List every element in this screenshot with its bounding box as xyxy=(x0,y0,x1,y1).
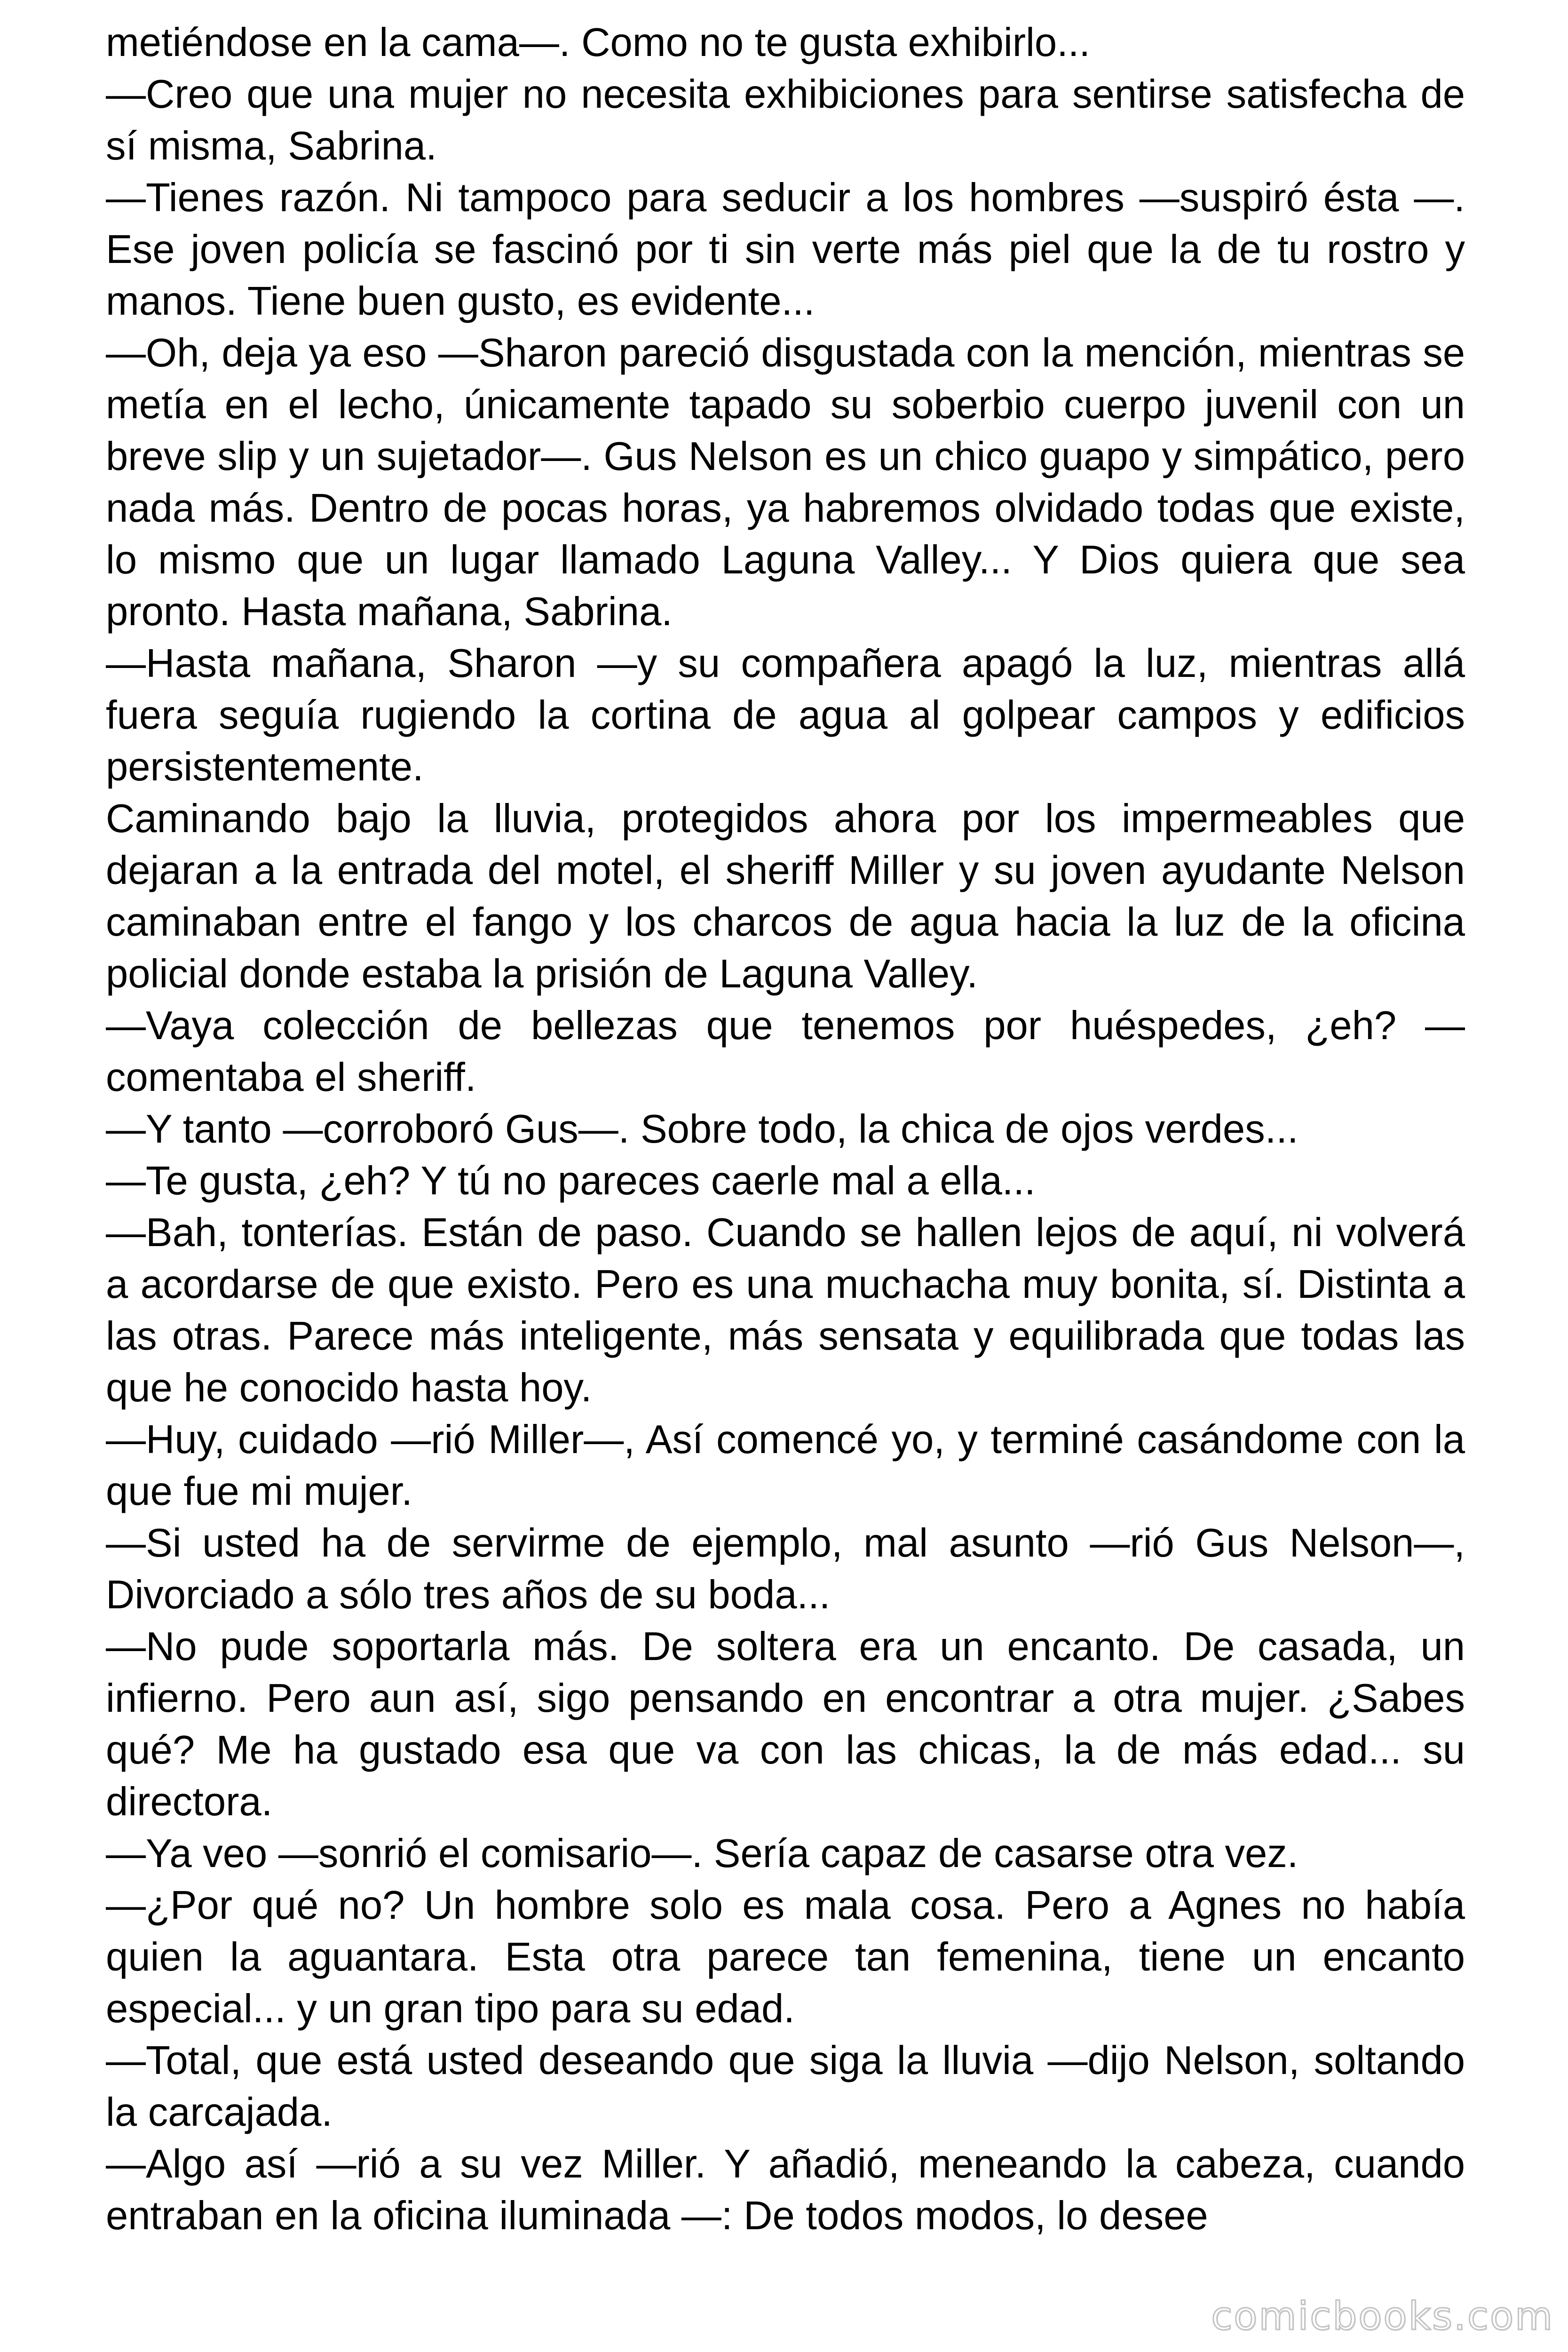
paragraph: —Bah, tonterías. Están de paso. Cuando se hallen lejos de aquí, ni volverá a acordarse de que existo. Pero es una muchacha muy bonita, sí. Distinta a las otras. Parece más inteligente, más sensata y equilibrada que todas las que he conocido hasta hoy. xyxy=(106,1210,1465,1410)
paragraph: —Oh, deja ya eso —Sharon pareció disgustada con la mención, mientras se metía en el lecho, únicamente tapado su soberbio cuerpo juvenil con un breve slip y un sujetador—. Gus Nelson es un chico guapo y simpático, pero nada más. Dentro de pocas horas, ya habremos olvidado todas que existe, lo mismo que un lugar llamado Laguna Valley... Y Dios quiera que sea pronto. Hasta mañana, Sabrina. xyxy=(106,331,1465,634)
paragraph: —Tienes razón. Ni tampoco para seducir a los hombres —suspiró ésta —. Ese joven policía se fascinó por ti sin verte más piel que la de tu rostro y manos. Tiene buen gusto, es evidente... xyxy=(106,175,1465,324)
paragraph: metiéndose en la cama—. Como no te gusta exhibirlo... xyxy=(106,20,1091,65)
paragraph: —Creo que una mujer no necesita exhibiciones para sentirse satisfecha de sí misma, Sabrina. xyxy=(106,72,1465,168)
paragraph: —Si usted ha de servirme de ejemplo, mal asunto —rió Gus Nelson—, Divorciado a sólo tres años de su boda... xyxy=(106,1521,1465,1617)
paragraph: —Algo así —rió a su vez Miller. Y añadió, meneando la cabeza, cuando entraban en la oficina iluminada —: De todos modos, lo desee xyxy=(106,2142,1465,2238)
paragraph: —Hasta mañana, Sharon —y su compañera apagó la luz, mientras allá fuera seguía rugiendo la cortina de agua al golpear campos y edificios persistentemente. xyxy=(106,641,1465,789)
book-page xyxy=(106,17,1465,2331)
paragraph: —Vaya colección de bellezas que tenemos por huéspedes, ¿eh? —comentaba el sheriff. xyxy=(106,1003,1465,1100)
paragraph: —No pude soportarla más. De soltera era un encanto. De casada, un infierno. Pero aun así, sigo pensando en encontrar a otra mujer. ¿Sabes qué? Me ha gustado esa que va con las chicas, la de más edad... su directora. xyxy=(106,1624,1465,1824)
paragraph: —Y tanto —corroboró Gus—. Sobre todo, la chica de ojos verdes... xyxy=(106,1107,1299,1152)
paragraph: —¿Por qué no? Un hombre solo es mala cosa. Pero a Agnes no había quien la aguantara. Esta otra parece tan femenina, tiene un encanto especial... y un gran tipo para su edad. xyxy=(106,1883,1465,2031)
paragraph: —Ya veo —sonrió el comisario—. Sería capaz de casarse otra vez. xyxy=(106,1831,1299,1876)
watermark: comicbooks.com xyxy=(1211,2294,1554,2339)
paragraph: —Total, que está usted deseando que siga la lluvia —dijo Nelson, soltando la carcajada. xyxy=(106,2038,1465,2135)
paragraph: Caminando bajo la lluvia, protegidos ahora por los impermeables que dejaran a la entrada del motel, el sheriff Miller y su joven ayudante Nelson caminaban entre el fango y los charcos de agua hacia la luz de la oficina policial donde estaba la prisión de Laguna Valley. xyxy=(106,796,1465,996)
paragraph: —Huy, cuidado —rió Miller—, Así comencé yo, y terminé casándome con la que fue mi mujer. xyxy=(106,1417,1465,1514)
paragraph: —Te gusta, ¿eh? Y tú no pareces caerle mal a ella... xyxy=(106,1159,1036,1203)
